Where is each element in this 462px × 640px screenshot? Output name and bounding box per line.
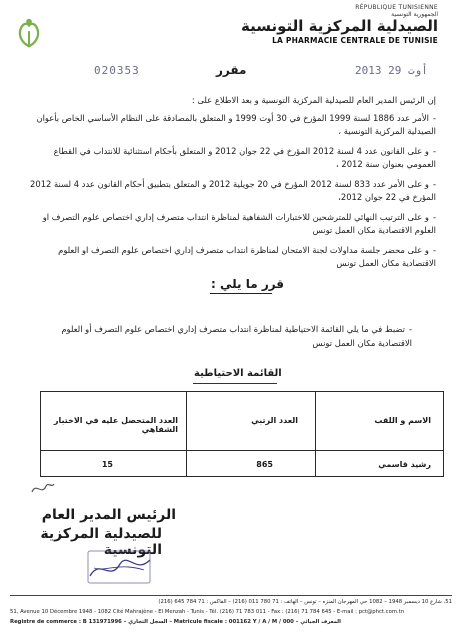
footer-address-fr: 51, Avenue 10 Décembre 1948 - 1082 Cité Mahrajène - El Menzah - Tunis - Tél. (216) 71 783 011 - Fax : (216) 71 784 645 - E-mail : pct@phct.com.tn (10, 609, 405, 615)
decides-underline (210, 293, 272, 294)
clause-4: -و على الترتيب النهائي للمترشحين للاختبارات الشفاهية لمناظرة انتداب متصرف إداري اختصاص علوم التصرف او العلوم الاقتصادية مكان العمل تونس (42, 212, 436, 235)
document-title: مقرر (216, 63, 247, 77)
clause-1: -الأمر عدد 1886 لسنة 1999 المؤرخ في 30 أوت 1999 و المتعلق بالمصادقة على النظام الأساسي الخاص بأعوان الصيدلية المركزية التونسية ، (36, 113, 436, 136)
cell-rank: 865 (256, 460, 273, 469)
reference-number: 020353 (94, 64, 140, 77)
republic-label: RÉPUBLIQUE TUNISIENNE (355, 4, 438, 11)
cell-score: 15 (101, 460, 113, 469)
signatory-institution: للصيدلية المركزية التونسية (40, 526, 162, 558)
reserve-list-underline (193, 383, 277, 384)
clause-2: -و على القانون عدد 4 لسنة 2012 المؤرخ في 22 جوان 2012 و المتعلق بأحكام استثنائية للانتداب في القطاع العمومي بعنوان سنة 2012 ، (53, 146, 436, 169)
document-date: 2013 أوت 29 (355, 64, 428, 77)
reserve-list-table (40, 391, 444, 477)
header-name: الاسم و اللقب (374, 416, 431, 425)
reserve-list-title: القائمة الاحتياطية (194, 368, 282, 379)
clause-5: -و على محضر جلسة مداولات لجنة الامتحان لمناظرة انتداب متصرف إداري اختصاص علوم التصرف او العلوم الاقتصادية مكان العمل تونس (58, 245, 436, 268)
table-divider (186, 392, 187, 476)
cell-name: رشيد قاسمي (378, 460, 431, 469)
footer-registry: Registre de commerce : B 131971996 – السجل التجاري – Matricule fiscale : 001162 Y / A / M / 000 – المعرف الجبائي (10, 619, 341, 625)
table-divider (41, 450, 443, 451)
stamp-signature-icon (84, 548, 156, 588)
intro-paragraph: إن الرئيس المدير العام للصيدلية المركزية التونسية و بعد الاطلاع على : (191, 95, 436, 105)
institution-name-ar: الصيدلية المركزية التونسية (241, 17, 438, 35)
table-divider (315, 392, 316, 476)
clause-3: -و على الأمر عدد 833 لسنة 2012 المؤرخ في 20 جويلية 2012 و المتعلق بتطبيق أحكام القانون عدد 4 لسنة 2012 المؤرخ في 22 جوان 2012، (30, 179, 436, 202)
signatory-title: الرئيس المدير العام (41, 507, 176, 523)
article-paragraph: -تضبط في ما يلي القائمة الاحتياطية لمناظرة انتداب متصرف إداري اختصاص علوم التصرف أو العلوم الاقتصادية مكان العمل تونس (61, 324, 412, 348)
pharmacy-logo-icon (10, 14, 48, 52)
handwritten-mark-icon (30, 478, 56, 498)
institution-name-fr: LA PHARMACIE CENTRALE DE TUNISIE (272, 36, 438, 45)
header-score: العدد المتحصل عليه في الاختبار الشفاهي (53, 416, 178, 434)
footer-address-ar: 51، شارع 10 ديسمبر 1948 – 1082 حي المهرجان المنزه – تونس – الهاتف : 71 780 011 (216) – الفاكس : 71 784 645 (216) (158, 599, 452, 605)
republic-label-ar: الجمهورية التونسية (391, 11, 438, 18)
decides-heading: قرر ما يلي : (211, 277, 285, 291)
header-rank: العدد الرتبي (251, 416, 298, 425)
footer-divider (10, 595, 452, 596)
